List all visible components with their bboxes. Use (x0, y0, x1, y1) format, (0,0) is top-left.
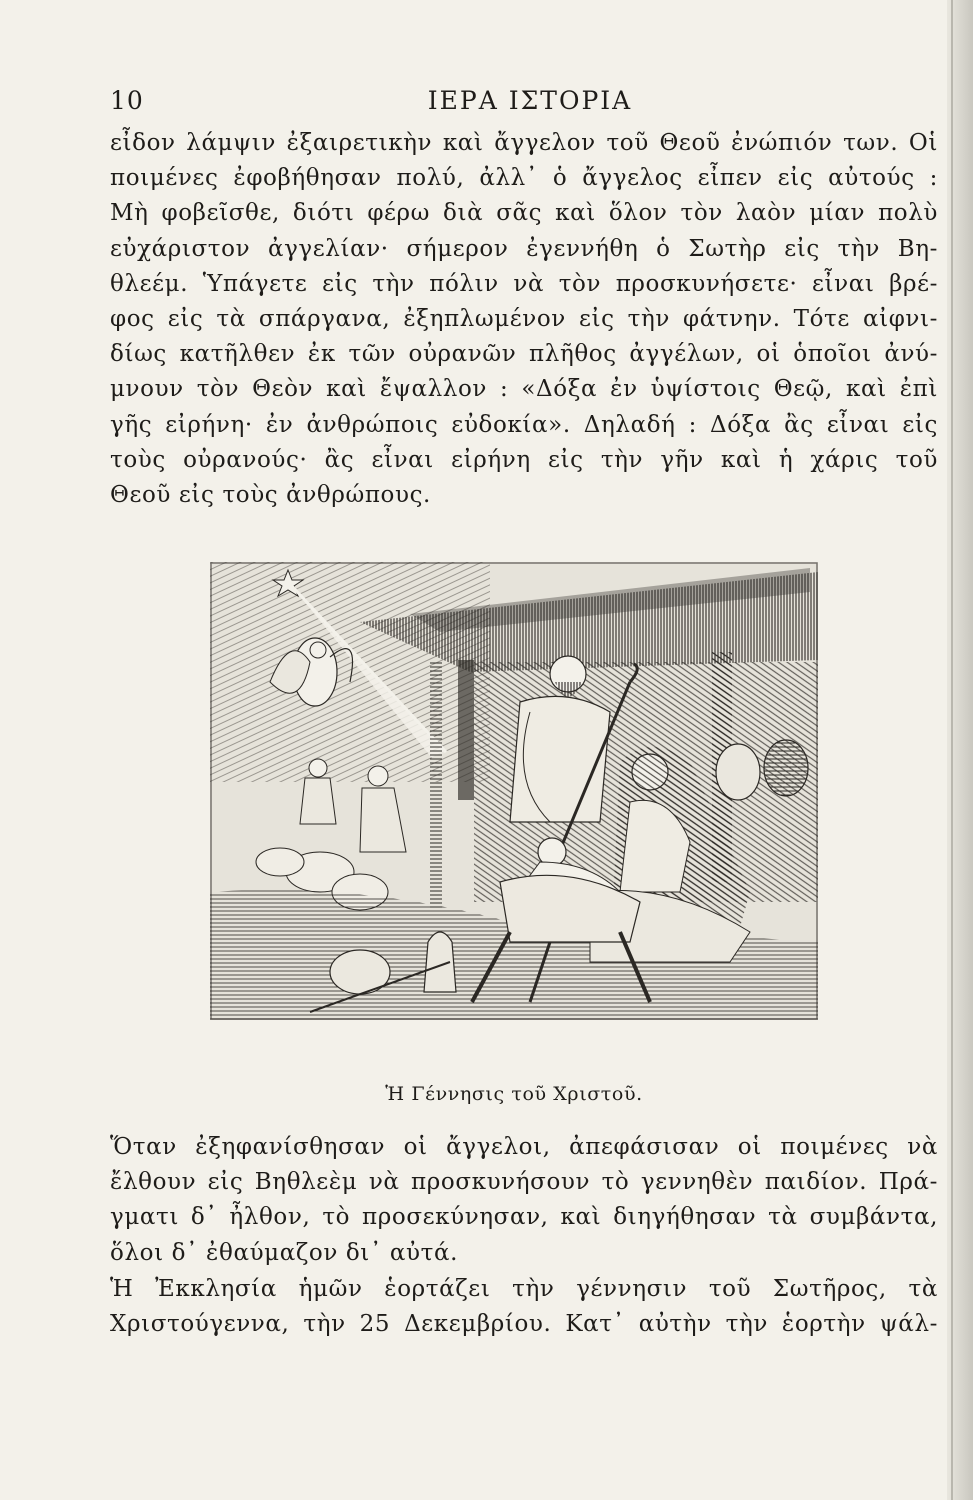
page-header (110, 86, 950, 122)
text-line: Μὴ φοβεῖσθε, διότι φέρω διὰ σᾶς καὶ ὅλον τὸν λαὸν μίαν πολὺ (110, 200, 938, 227)
page-edge-line (951, 0, 953, 1500)
text-line: θλεέμ. Ὑπάγετε εἰς τὴν πόλιν νὰ τὸν προσκυνήσετε· εἶναι βρέ- (110, 270, 938, 297)
running-title: ΙΕΡΑ ΙΣΤΟΡΙΑ (427, 86, 633, 115)
text-line: φος εἰς τὰ σπάργανα, ἐξηπλωμένον εἰς τὴν φάτνην. Τότε αἰφνι- (110, 306, 938, 333)
paragraph-1 (110, 126, 938, 513)
text-line: γῆς εἰρήνη· ἐν ἀνθρώποις εὐδοκία». Δηλαδή : Δόξα ἂς εἶναι εἰς (110, 411, 938, 438)
text-line: Χριστούγεννα, τὴν 25 Δεκεμβρίου. Κατ᾽ αὐτὴν τὴν ἑορτὴν ψάλ- (110, 1311, 938, 1338)
paragraph-2 (110, 1130, 938, 1271)
text-line: εἶδον λάμψιν ἐξαιρετικὴν καὶ ἄγγελον τοῦ Θεοῦ ἐνώπιόν των. Οἱ (110, 130, 938, 156)
paragraph-3 (110, 1272, 938, 1342)
text-line: ὅλοι δ᾽ ἐθαύμαζον δι᾽ αὐτά. (110, 1239, 459, 1266)
text-line: γματι δ᾽ ἦλθον, τὸ προσεκύνησαν, καὶ διηγήθησαν τὰ συμβάντα, (110, 1204, 938, 1231)
text-line: τοὺς οὐρανούς· ἂς εἶναι εἰρήνη εἰς τὴν γῆν καὶ ἡ χάρις τοῦ (110, 446, 938, 473)
figure-caption: Ἡ Γέννησις τοῦ Χριστοῦ. (385, 1083, 643, 1105)
text-line: ποιμένες ἐφοβήθησαν πολύ, ἀλλ᾽ ὁ ἄγγελος εἶπεν εἰς αὐτούς : (110, 165, 938, 192)
nativity-illustration (210, 562, 818, 1020)
text-line: Ὅταν ἐξηφανίσθησαν οἱ ἄγγελοι, ἀπεφάσισαν οἱ ποιμένες νὰ (110, 1134, 938, 1160)
text-line: δίως κατῆλθεν ἐκ τῶν οὐρανῶν πλῆθος ἀγγέλων, οἱ ὁποῖοι ἀνύ- (110, 341, 938, 368)
page-number: 10 (110, 86, 144, 115)
text-line: Θεοῦ εἰς τοὺς ἀνθρώπους. (110, 482, 431, 509)
text-line: Ἡ Ἐκκλησία ἡμῶν ἑορτάζει τὴν γέννησιν τοῦ Σωτῆρος, τὰ (110, 1276, 938, 1302)
text-line: ἔλθουν εἰς Βηθλεὲμ νὰ προσκυνήσουν τὸ γεννηθὲν παιδίον. Πρά- (110, 1169, 938, 1196)
nativity-engraving (210, 562, 818, 1020)
text-line: εὐχάριστον ἀγγελίαν· σήμερον ἐγεννήθη ὁ Σωτὴρ εἰς τὴν Βη- (110, 235, 938, 262)
text-line: μνουν τὸν Θεὸν καὶ ἔψαλλον : «Δόξα ἐν ὑψίστοις Θεῷ, καὶ ἐπὶ (110, 376, 938, 403)
